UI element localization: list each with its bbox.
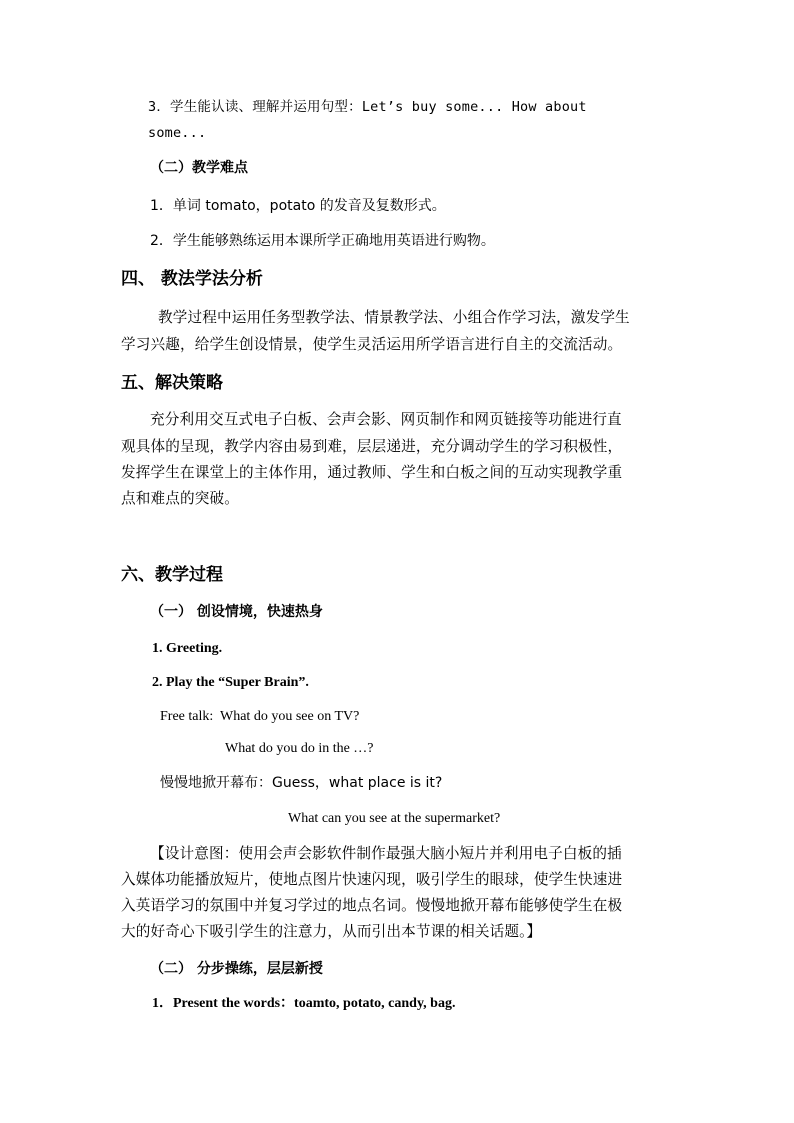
supermarket-question-line: What can you see at the supermarket?: [288, 811, 501, 826]
subheading-teaching-difficulties: （二）教学难点: [150, 160, 248, 176]
step-super-brain: 2. Play the “Super Brain”.: [152, 675, 309, 690]
section-4-paragraph-line-2: 学习兴趣，给学生创设情景，使学生灵活运用所学语言进行自主的交流活动。: [121, 336, 623, 353]
objective-item-3-line-2: some...: [148, 125, 207, 141]
design-intent-line-2: 入媒体功能播放短片，使地点图片快速闪现，吸引学生的眼球，使学生快速进: [121, 871, 623, 888]
difficulty-item-2: 2．学生能够熟练运用本课所学正确地用英语进行购物。: [150, 233, 495, 249]
design-intent-line-1: 【设计意图：使用会声会影软件制作最强大脑小短片并利用电子白板的插: [150, 845, 622, 862]
section-5-paragraph-line-2: 观具体的呈现，教学内容由易到难，层层递进，充分调动学生的学习积极性，: [121, 438, 623, 455]
section-6-heading: 六、教学过程: [121, 565, 223, 585]
difficulty-item-1: 1．单词 tomato，potato 的发音及复数形式。: [150, 198, 446, 214]
section-4-heading: 四、 教法学法分析: [121, 269, 263, 289]
section-5-heading: 五、解决策略: [121, 373, 223, 393]
section-5-paragraph-line-4: 点和难点的突破。: [121, 490, 239, 507]
objective-item-3-line-1: 3．学生能认读、理解并运用句型：Let’s buy some... How about: [148, 99, 587, 115]
curtain-guess-line: 慢慢地掀开幕布：Guess，what place is it?: [160, 775, 443, 791]
design-intent-line-3: 入英语学习的氛围中并复习学过的地点名词。慢慢地掀开幕布能够使学生在极: [121, 897, 623, 914]
free-talk-line-2: What do you do in the …?: [225, 741, 374, 756]
section-4-paragraph-line-1: 教学过程中运用任务型教学法、情景教学法、小组合作学习法，激发学生: [158, 309, 630, 326]
step-greeting: 1. Greeting.: [152, 641, 223, 656]
subheading-warm-up: （一） 创设情境，快速热身: [150, 604, 323, 620]
section-5-paragraph-line-3: 发挥学生在课堂上的主体作用，通过教师、学生和白板之间的互动实现教学重: [121, 464, 623, 481]
section-5-paragraph-line-1: 充分利用交互式电子白板、会声会影、网页制作和网页链接等功能进行直: [150, 411, 622, 428]
free-talk-line: Free talk: What do you see on TV?: [160, 709, 360, 724]
design-intent-line-4: 大的好奇心下吸引学生的注意力，从而引出本节课的相关话题。】: [121, 923, 542, 940]
present-words-line: 1．Present the words：toamto, potato, candy, bag.: [152, 996, 456, 1011]
subheading-step-practice: （二） 分步操练，层层新授: [150, 961, 323, 977]
